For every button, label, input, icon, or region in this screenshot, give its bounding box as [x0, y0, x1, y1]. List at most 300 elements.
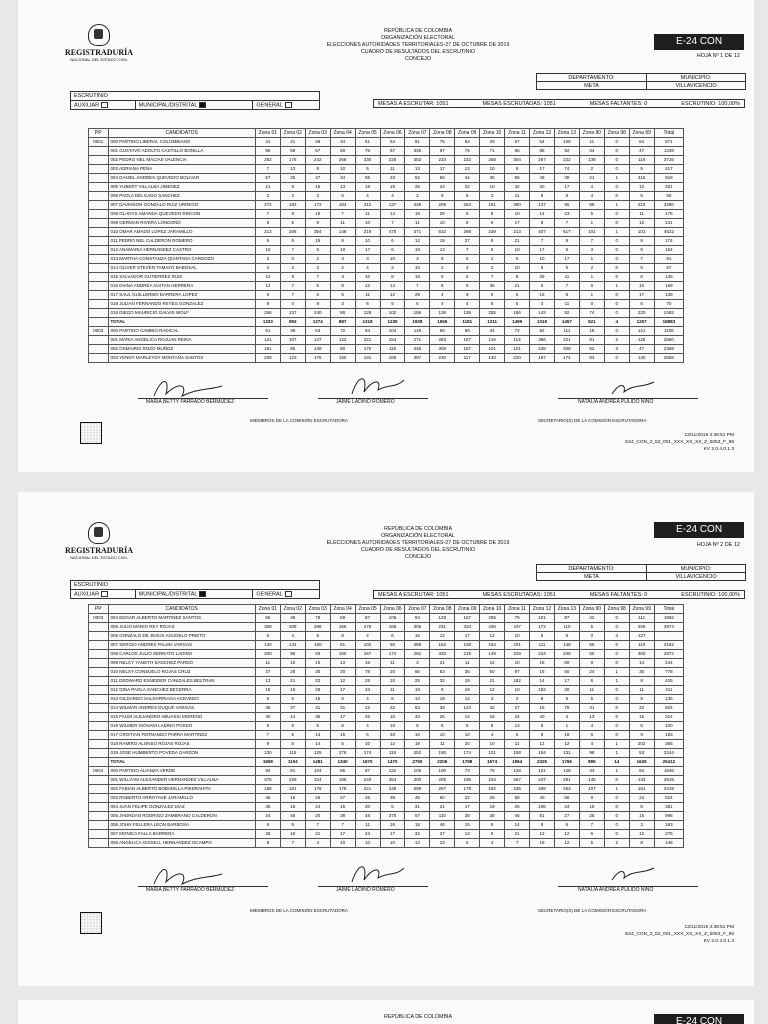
- zone-vote-cell: 4: [430, 300, 455, 309]
- zone-vote-cell: 4: [604, 318, 629, 327]
- zone-vote-cell: 887: [330, 318, 355, 327]
- zone-vote-cell: 3: [530, 300, 555, 309]
- candidate-cell: 005 JULIO MARIO REY ROJAS: [108, 623, 255, 632]
- zone-vote-cell: 11: [430, 740, 455, 749]
- zone-vote-cell: 148: [330, 228, 355, 237]
- zone-vote-cell: 27: [554, 812, 579, 821]
- zone-vote-cell: 5: [480, 300, 505, 309]
- zone-vote-cell: 248: [554, 650, 579, 659]
- zone-vote-cell: 17: [530, 165, 555, 174]
- zone-vote-cell: 111: [554, 327, 579, 336]
- zone-vote-cell: 255: [480, 309, 505, 318]
- zone-vote-cell: 119: [380, 749, 405, 758]
- zone-vote-cell: 9: [305, 165, 330, 174]
- total-cell: 365: [654, 740, 683, 749]
- zone-vote-cell: 0: [604, 210, 629, 219]
- table-row: [89, 291, 684, 300]
- zone-vote-cell: 15: [629, 812, 654, 821]
- zone-vote-cell: 1: [604, 668, 629, 677]
- zone-vote-cell: 111: [530, 641, 555, 650]
- total-cell: 996: [654, 812, 683, 821]
- zone-vote-cell: 6: [255, 722, 280, 731]
- zone-vote-cell: 12: [330, 677, 355, 686]
- zone-vote-cell: 13: [305, 731, 330, 740]
- zone-vote-cell: 122: [330, 336, 355, 345]
- zone-vote-cell: 19: [405, 740, 430, 749]
- page-number: HOJA Nº 1 DE 12: [696, 53, 740, 59]
- party-code-cell: [89, 174, 109, 183]
- zone-vote-cell: 36: [280, 327, 305, 336]
- zone-vote-cell: 21: [305, 830, 330, 839]
- zone-vote-cell: 12: [629, 183, 654, 192]
- candidate-cell: 002 OSMAIRIS ROZO MUÑOZ: [108, 345, 255, 354]
- zone-vote-cell: 91: [280, 767, 305, 776]
- zone-vote-cell: 2: [305, 255, 330, 264]
- zone-vote-cell: 221: [355, 785, 380, 794]
- zone-vote-cell: 0: [604, 264, 629, 273]
- party-code-cell: [89, 264, 109, 273]
- party-code-cell: [89, 147, 109, 156]
- total-cell: 70: [654, 300, 683, 309]
- candidate-cell: 013 GILDARDO SALDARRIAGA ACEVEDO: [108, 695, 255, 704]
- zone-vote-cell: 10: [480, 165, 505, 174]
- zone-vote-cell: 19: [405, 273, 430, 282]
- zone-vote-cell: 34: [255, 812, 280, 821]
- zone-vote-cell: 64: [629, 138, 654, 147]
- table-row: [89, 641, 684, 650]
- form-code-badge: E-24 CON: [654, 522, 744, 538]
- zone-vote-cell: 33: [579, 767, 604, 776]
- zone-vote-cell: 123: [455, 704, 480, 713]
- zone-vote-cell: 0: [604, 731, 629, 740]
- zone-vote-cell: 196: [455, 776, 480, 785]
- zone-vote-cell: 156: [405, 309, 430, 318]
- zone-vote-cell: 74: [554, 165, 579, 174]
- signature-name-left: MARIA BETTY PARRADO BERMUDEZ: [146, 887, 235, 893]
- zone-vote-cell: 22: [455, 183, 480, 192]
- zone-vote-cell: 167: [355, 650, 380, 659]
- zone-vote-cell: 12: [405, 237, 430, 246]
- municipal-option[interactable]: [135, 590, 253, 599]
- zone-vote-cell: 375: [380, 812, 405, 821]
- zone-vote-cell: 16: [280, 830, 305, 839]
- zone-vote-cell: 56: [255, 614, 280, 623]
- zone-vote-cell: 2: [280, 264, 305, 273]
- zone-vote-cell: 9: [579, 659, 604, 668]
- zone-vote-cell: 21: [255, 183, 280, 192]
- zone-vote-cell: 304: [505, 156, 530, 165]
- logo-sub: NACIONAL DEL ESTADO CIVIL: [70, 555, 128, 560]
- municipal-checkbox[interactable]: [199, 591, 206, 597]
- zone-vote-cell: 7: [280, 839, 305, 848]
- form-sheet-1: [18, 0, 754, 472]
- zone-vote-cell: 1766: [554, 758, 579, 767]
- zone-vote-cell: 252: [405, 749, 430, 758]
- zone-vote-cell: 0: [604, 300, 629, 309]
- zone-vote-cell: 129: [430, 614, 455, 623]
- mesas-faltantes: MESAS FALTANTES: 0: [589, 592, 648, 598]
- municipal-option[interactable]: [135, 101, 253, 110]
- zone-vote-cell: 268: [480, 156, 505, 165]
- zone-vote-cell: 10: [355, 839, 380, 848]
- zone-vote-cell: 288: [305, 623, 330, 632]
- zone-vote-cell: 1: [604, 174, 629, 183]
- party-code-cell: [89, 641, 109, 650]
- municipio-value: VILLAVICENCIO: [647, 573, 746, 581]
- zone-vote-cell: 5: [330, 291, 355, 300]
- zone-vote-cell: 208: [554, 345, 579, 354]
- zone-vote-cell: 50: [480, 668, 505, 677]
- zone-vote-cell: 1: [579, 255, 604, 264]
- total-cell: 2972: [654, 650, 683, 659]
- mesas-summary: [373, 99, 745, 108]
- zone-vote-cell: 9: [480, 821, 505, 830]
- zone-vote-cell: 197: [530, 354, 555, 363]
- zone-vote-cell: 10: [305, 210, 330, 219]
- auxiliar-label: AUXILIAR: [74, 591, 100, 598]
- total-cell: 174: [654, 237, 683, 246]
- zone-vote-cell: 174: [355, 749, 380, 758]
- zone-vote-cell: 20: [380, 668, 405, 677]
- zone-vote-cell: 14: [505, 821, 530, 830]
- zone-vote-cell: 85: [505, 147, 530, 156]
- zone-vote-cell: 37: [280, 704, 305, 713]
- zone-vote-cell: 182: [480, 785, 505, 794]
- auxiliar-option[interactable]: [71, 101, 136, 110]
- zone-vote-cell: 13: [455, 830, 480, 839]
- zone-vote-cell: 4: [579, 183, 604, 192]
- zone-vote-cell: 8: [530, 722, 555, 731]
- table-row: [89, 147, 684, 156]
- zone-vote-cell: 9: [255, 839, 280, 848]
- zone-vote-cell: 53: [305, 327, 330, 336]
- total-cell: 2244: [654, 749, 683, 758]
- zone-vote-cell: 9: [480, 830, 505, 839]
- zone-vote-cell: 29: [530, 273, 555, 282]
- zone-vote-cell: 92: [554, 309, 579, 318]
- zone-vote-cell: 1104: [280, 758, 305, 767]
- zone-vote-cell: 202: [629, 740, 654, 749]
- candidate-cell: 007 SERGIO ANDRES PALMA VARGAS: [108, 641, 255, 650]
- zone-vote-cell: 1318: [355, 318, 380, 327]
- zone-vote-cell: 1626: [629, 758, 654, 767]
- zone-vote-cell: 6: [280, 722, 305, 731]
- zone-vote-cell: 18: [355, 183, 380, 192]
- column-header: Total: [654, 129, 683, 138]
- zone-vote-cell: 19: [455, 677, 480, 686]
- zone-vote-cell: 30: [629, 668, 654, 677]
- party-code-cell: [89, 677, 109, 686]
- zone-vote-cell: 167: [455, 614, 480, 623]
- zone-vote-cell: 66: [430, 327, 455, 336]
- party-code-cell: [89, 776, 109, 785]
- party-code-cell: 0003: [89, 327, 109, 336]
- zone-vote-cell: 12: [255, 273, 280, 282]
- auxiliar-checkbox[interactable]: [101, 102, 108, 108]
- zone-vote-cell: 13: [330, 183, 355, 192]
- column-header: Zona 06: [380, 605, 405, 614]
- zone-vote-cell: 175: [330, 785, 355, 794]
- zone-vote-cell: 6: [505, 291, 530, 300]
- zone-vote-cell: 288: [455, 228, 480, 237]
- total-cell: 25412: [654, 758, 683, 767]
- candidate-cell: 007 MONICA FALLA BARRERA: [108, 830, 255, 839]
- candidate-cell: 016 DIANA ANDREA GAITAN HERRERA: [108, 282, 255, 291]
- table-row: [89, 659, 684, 668]
- zone-vote-cell: 85: [280, 345, 305, 354]
- zone-vote-cell: 7: [280, 246, 305, 255]
- zone-vote-cell: 8: [530, 192, 555, 201]
- zone-vote-cell: 9: [255, 300, 280, 309]
- zone-vote-cell: 5: [280, 219, 305, 228]
- column-header: Zona 03: [305, 129, 330, 138]
- table-row: [89, 749, 684, 758]
- zone-vote-cell: 12: [380, 740, 405, 749]
- zone-vote-cell: 0: [604, 794, 629, 803]
- auxiliar-checkbox[interactable]: [101, 591, 108, 597]
- zone-vote-cell: 31: [330, 704, 355, 713]
- zone-vote-cell: 8: [629, 237, 654, 246]
- zone-vote-cell: 0: [604, 219, 629, 228]
- zone-vote-cell: 20: [305, 812, 330, 821]
- zone-vote-cell: 271: [405, 336, 430, 345]
- zone-vote-cell: 140: [255, 641, 280, 650]
- zone-vote-cell: 91: [579, 336, 604, 345]
- zone-vote-cell: 220: [505, 354, 530, 363]
- zone-vote-cell: 209: [430, 201, 455, 210]
- column-header: Zona 12: [530, 605, 555, 614]
- zone-vote-cell: 186: [505, 309, 530, 318]
- candidate-cell: 005 YUBERT VILLALBA JIMENEZ: [108, 183, 255, 192]
- zone-vote-cell: 1257: [629, 318, 654, 327]
- party-code-cell: [89, 812, 109, 821]
- table-header-row: [89, 129, 684, 138]
- departamento-label: DEPARTAMENTO:: [537, 74, 647, 82]
- column-header: Zona 06: [380, 129, 405, 138]
- candidate-cell: 008 GLADYS AMANDA QUEVEDO RINCON: [108, 210, 255, 219]
- zone-vote-cell: 12: [530, 830, 555, 839]
- zone-vote-cell: 17: [554, 255, 579, 264]
- column-header: Zona 99: [629, 605, 654, 614]
- zone-vote-cell: 7: [330, 210, 355, 219]
- zone-vote-cell: 83: [579, 354, 604, 363]
- party-code-cell: [89, 282, 109, 291]
- zone-vote-cell: 174: [380, 650, 405, 659]
- zone-vote-cell: 1274: [305, 318, 330, 327]
- zone-vote-cell: 5: [280, 731, 305, 740]
- zone-vote-cell: 9: [530, 695, 555, 704]
- table-row: [89, 237, 684, 246]
- general-checkbox[interactable]: [285, 102, 292, 108]
- zone-vote-cell: 0: [604, 255, 629, 264]
- zone-vote-cell: 1235: [380, 318, 405, 327]
- total-cell: [654, 632, 683, 641]
- zone-vote-cell: 0: [604, 776, 629, 785]
- table-row: [89, 201, 684, 210]
- zone-vote-cell: 248: [380, 785, 405, 794]
- table-row: [89, 713, 684, 722]
- zone-vote-cell: 6: [255, 632, 280, 641]
- zone-vote-cell: 19: [530, 839, 555, 848]
- registraduria-logo: [64, 522, 134, 560]
- zone-vote-cell: 208: [280, 623, 305, 632]
- zone-vote-cell: 5: [629, 803, 654, 812]
- zone-vote-cell: 7: [579, 237, 604, 246]
- party-code-cell: [89, 354, 109, 363]
- zone-vote-cell: 44: [455, 174, 480, 183]
- zone-vote-cell: 12: [355, 282, 380, 291]
- general-option[interactable]: [253, 101, 320, 110]
- zone-vote-cell: 312: [355, 201, 380, 210]
- zone-vote-cell: 5: [480, 722, 505, 731]
- total-cell: 135: [654, 695, 683, 704]
- zone-vote-cell: 32: [380, 704, 405, 713]
- zone-vote-cell: 7: [255, 165, 280, 174]
- total-cell: 135: [654, 273, 683, 282]
- zone-vote-cell: 143: [530, 309, 555, 318]
- candidate-cell: 008 ANGELICA GISSELL HERNANDEZ OCAMPO: [108, 839, 255, 848]
- zone-vote-cell: 17: [330, 830, 355, 839]
- zone-vote-cell: 3: [305, 264, 330, 273]
- form-code-badge: E-24 CON: [654, 34, 744, 50]
- zone-vote-cell: 26: [430, 713, 455, 722]
- zone-vote-cell: 221: [554, 336, 579, 345]
- zone-vote-cell: 60: [554, 668, 579, 677]
- zone-vote-cell: 17: [380, 830, 405, 839]
- zone-vote-cell: 272: [255, 201, 280, 210]
- signature-name-mid: JAIME LADINO ROMERO: [336, 887, 395, 893]
- zone-vote-cell: 9: [455, 291, 480, 300]
- zone-vote-cell: 332: [430, 650, 455, 659]
- zone-vote-cell: 38: [455, 812, 480, 821]
- zone-vote-cell: 8: [505, 165, 530, 174]
- zone-vote-cell: 110: [554, 623, 579, 632]
- zone-vote-cell: 1333: [255, 318, 280, 327]
- zone-vote-cell: 6: [380, 695, 405, 704]
- zone-vote-cell: 14: [455, 713, 480, 722]
- zone-vote-cell: 24: [505, 713, 530, 722]
- general-option[interactable]: [253, 590, 320, 599]
- table-row: [89, 354, 684, 363]
- zone-vote-cell: 282: [405, 650, 430, 659]
- total-cell: 1546: [654, 767, 683, 776]
- qr-code-icon: [80, 912, 102, 934]
- zone-vote-cell: 104: [380, 327, 405, 336]
- zone-vote-cell: 15: [530, 704, 555, 713]
- zone-vote-cell: 6: [579, 731, 604, 740]
- zone-vote-cell: 66: [455, 327, 480, 336]
- zone-vote-cell: 38: [330, 812, 355, 821]
- zone-vote-cell: 67: [305, 147, 330, 156]
- departamento-value: META: [537, 573, 647, 581]
- zone-vote-cell: 8: [480, 210, 505, 219]
- signature-scribble-mid: [348, 858, 408, 886]
- zone-vote-cell: 25: [505, 803, 530, 812]
- column-header: Zona 10: [480, 129, 505, 138]
- zone-vote-cell: 0: [604, 812, 629, 821]
- zone-vote-cell: 34: [579, 147, 604, 156]
- zone-vote-cell: 176: [305, 354, 330, 363]
- party-code-cell: [89, 668, 109, 677]
- zone-vote-cell: 107: [579, 785, 604, 794]
- zone-vote-cell: 4: [255, 264, 280, 273]
- zone-vote-cell: 73: [455, 767, 480, 776]
- zone-vote-cell: 324: [305, 776, 330, 785]
- zone-vote-cell: 266: [330, 156, 355, 165]
- zone-vote-cell: 1: [604, 749, 629, 758]
- zone-vote-cell: 161: [480, 201, 505, 210]
- party-code-cell: [89, 740, 109, 749]
- print-stamp: [625, 924, 734, 945]
- table-row: [89, 300, 684, 309]
- zone-vote-cell: 119: [380, 345, 405, 354]
- zone-vote-cell: 1: [604, 767, 629, 776]
- zone-vote-cell: 14: [455, 695, 480, 704]
- zone-vote-cell: 13: [405, 165, 430, 174]
- zone-vote-cell: 6: [629, 722, 654, 731]
- zone-vote-cell: 6: [380, 237, 405, 246]
- zone-vote-cell: 467: [505, 776, 530, 785]
- zone-vote-cell: 229: [505, 650, 530, 659]
- location-table: [536, 73, 746, 90]
- party-code-cell: [89, 273, 109, 282]
- zone-vote-cell: 93: [305, 650, 330, 659]
- zone-vote-cell: 6: [430, 273, 455, 282]
- zone-vote-cell: 24: [355, 830, 380, 839]
- total-cell: 411: [654, 686, 683, 695]
- zone-vote-cell: 15: [305, 695, 330, 704]
- zone-vote-cell: 13: [480, 632, 505, 641]
- zone-vote-cell: 330: [355, 156, 380, 165]
- zone-vote-cell: 2206: [430, 758, 455, 767]
- table-row: [89, 677, 684, 686]
- zone-vote-cell: 71: [480, 147, 505, 156]
- table-row: [89, 183, 684, 192]
- zone-vote-cell: 0: [604, 821, 629, 830]
- general-checkbox[interactable]: [285, 591, 292, 597]
- zone-vote-cell: 6: [455, 192, 480, 201]
- column-header: Zona 12: [530, 129, 555, 138]
- zone-vote-cell: 7: [305, 821, 330, 830]
- zone-vote-cell: 68: [554, 794, 579, 803]
- zone-vote-cell: 60: [330, 147, 355, 156]
- municipal-checkbox[interactable]: [199, 102, 206, 108]
- zone-vote-cell: 242: [305, 156, 330, 165]
- candidate-cell: 000 PARTIDO ALIANZA VERDE: [108, 767, 255, 776]
- zone-vote-cell: 91: [405, 138, 430, 147]
- zone-vote-cell: 9: [530, 731, 555, 740]
- zone-vote-cell: 85: [330, 767, 355, 776]
- zone-vote-cell: 63: [405, 704, 430, 713]
- zone-vote-cell: 0: [604, 623, 629, 632]
- party-code-cell: [89, 318, 109, 327]
- form-heading: [283, 526, 553, 561]
- auxiliar-option[interactable]: [71, 590, 136, 599]
- total-cell: 276: [654, 830, 683, 839]
- zone-vote-cell: 184: [530, 749, 555, 758]
- zone-vote-cell: 0: [604, 354, 629, 363]
- table-row: [89, 722, 684, 731]
- table-row: [89, 345, 684, 354]
- zone-vote-cell: 7: [505, 839, 530, 848]
- zone-vote-cell: 300: [405, 776, 430, 785]
- zone-vote-cell: 1574: [480, 758, 505, 767]
- candidate-cell: 015 SALVADOR GUTIERREZ RUIZ: [108, 273, 255, 282]
- zone-vote-cell: 13: [405, 839, 430, 848]
- table-row: [89, 623, 684, 632]
- zone-vote-cell: 21: [505, 830, 530, 839]
- zone-vote-cell: 9: [629, 695, 654, 704]
